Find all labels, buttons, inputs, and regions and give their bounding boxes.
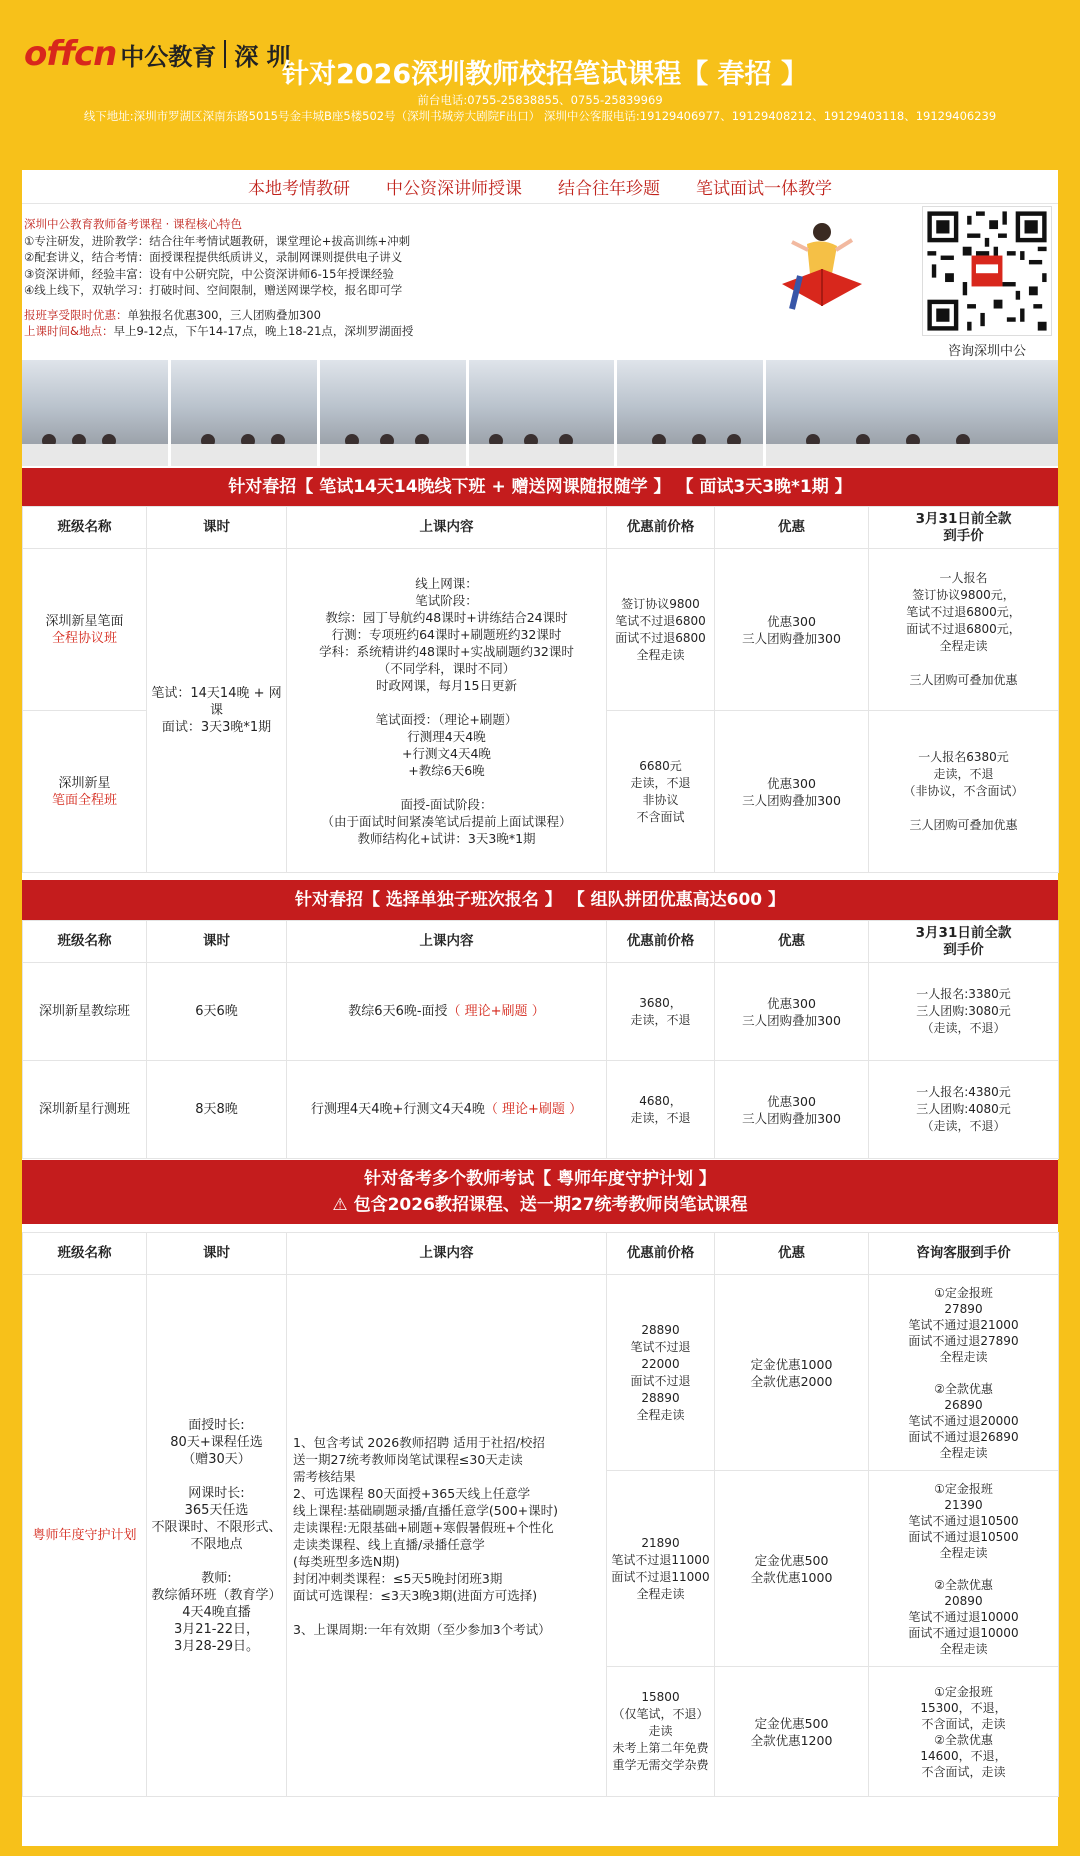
col-header: 3月31日前全款 到手价 [869, 921, 1059, 963]
table-header-row [23, 921, 1059, 963]
intro-item: ①专注研发，进阶教学：结合往年考情试题教研，课堂理论+拔高训练+冲刺 [24, 233, 411, 248]
class-name-red: 全程协议班 [51, 630, 117, 646]
discount-cell: 定金优惠1000 全款优惠2000 [715, 1275, 869, 1471]
class-name-red: 笔面全程班 [51, 792, 117, 808]
classroom-photo [469, 360, 615, 466]
time-label: 上课时间&地点： [24, 324, 114, 338]
address-line: 线下地址:深圳市罗湖区深南东路5015号金丰城B座5楼502号（深圳书城旁大剧院F出口） 深圳中公客服电话:19129406977、19129408212、19129403118、19129406239 [83, 109, 997, 123]
content-highlight: （ 理论+刷题 ） [447, 1004, 545, 1019]
qr-code[interactable] [922, 206, 1052, 336]
classroom-photo-strip [22, 360, 1058, 466]
class-name: 深圳新星 [58, 775, 111, 791]
final-price-cell: ①定金报班 21390 笔试不通过退10500 面试不通过退10500 全程走读 ②全款优惠 20890 笔试不通过退10000 面试不通过退10000 全程走读 [869, 1471, 1059, 1667]
final-price-cell: 一人报名:3380元 三人团购:3080元 （走读，不退） [869, 963, 1059, 1061]
col-header: 班级名称 [23, 921, 147, 963]
section1-banner: 针对春招【 笔试14天14晚线下班 + 赠送网课随报随学 】 【 面试3天3晚*1期 】 [22, 468, 1058, 506]
intro-item: ②配套讲义，结合考情：面授课程提供纸质讲义，录制网课则提供电子讲义 [24, 250, 403, 264]
discount-cell: 优惠300 三人团购叠加300 [715, 1061, 869, 1159]
section3-banner [22, 1160, 1058, 1224]
qr-code-icon [923, 207, 1051, 335]
final-price-cell: 一人报名6380元 走读，不退 （非协议，不含面试） 三人团购可叠加优惠 [869, 711, 1059, 873]
section3-banner-line1: 针对备考多个教师考试【 粤师年度守护计划 】 [364, 1169, 716, 1189]
price-cell: 签订协议9800 笔试不过退6800 面试不过退6800 全程走读 [607, 549, 715, 711]
table-row [23, 1275, 1059, 1471]
course-intro [24, 216, 744, 340]
class-name-cell [23, 711, 147, 873]
price-cell: 6680元 走读，不退 非协议 不含面试 [607, 711, 715, 873]
col-header: 优惠 [715, 921, 869, 963]
table-header-row [23, 1233, 1059, 1275]
price-cell: 15800 （仅笔试，不退） 走读 未考上第二年免费 重学无需交学杂费 [607, 1667, 715, 1797]
content-cell [287, 1061, 607, 1159]
section3-table [22, 1232, 1059, 1797]
price-cell: 4680， 走读，不退 [607, 1061, 715, 1159]
col-header: 优惠 [715, 1233, 869, 1275]
discount-cell: 定金优惠500 全款优惠1200 [715, 1667, 869, 1797]
classroom-photo [320, 360, 466, 466]
col-header: 上课内容 [287, 507, 607, 549]
class-name: 深圳新星行测班 [23, 1061, 147, 1159]
reading-girl-illustration [752, 214, 882, 314]
intro-item: ④线上线下，双轨学习：打破时间、空间限制，赠送网课学校，报名即可学 [24, 283, 403, 297]
logo-city: 深 圳 [234, 42, 291, 71]
table-row [23, 549, 1059, 711]
offcn-logo[interactable] [24, 34, 291, 74]
col-header: 上课内容 [287, 1233, 607, 1275]
classroom-photo [22, 360, 168, 466]
col-header: 优惠 [715, 507, 869, 549]
discount-cell: 优惠300 三人团购叠加300 [715, 549, 869, 711]
class-name-cell [23, 549, 147, 711]
offer-text: 单独报名优惠300，三人团购叠加300 [127, 307, 321, 322]
offer-label: 报班享受限时优惠： [24, 307, 128, 322]
class-name: 深圳新星笔面 [45, 613, 124, 629]
logo-brand: 中公教育 [120, 42, 217, 71]
classroom-photo [171, 360, 317, 466]
col-header: 课时 [147, 1233, 287, 1275]
table-header-row [23, 507, 1059, 549]
content-text: 教综6天6晚-面授 [348, 1004, 448, 1019]
feature-item: 本地考情教研 [248, 179, 350, 199]
classroom-photo [766, 360, 1058, 466]
hours-cell: 笔试：14天14晚 + 网课 面试：3天3晚*1期 [147, 549, 287, 873]
discount-cell: 优惠300 三人团购叠加300 [715, 963, 869, 1061]
col-header: 优惠前价格 [607, 1233, 715, 1275]
content-cell [287, 963, 607, 1061]
content-text: 行测理4天4晚+行测文4天4晚 [310, 1102, 485, 1117]
col-header: 优惠前价格 [607, 507, 715, 549]
price-cell: 21890 笔试不过退11000 面试不过退11000 全程走读 [607, 1471, 715, 1667]
feature-item: 笔试面试一体教学 [696, 179, 832, 199]
col-header: 上课内容 [287, 921, 607, 963]
logo-divider [224, 40, 226, 68]
content-panel [22, 170, 1058, 1846]
content-highlight: （ 理论+刷题 ） [484, 1102, 583, 1117]
col-header: 课时 [147, 921, 287, 963]
col-header: 3月31日前全款 到手价 [869, 507, 1059, 549]
qr-caption: 咨询深圳中公 [947, 344, 1026, 359]
class-name: 深圳新星教综班 [23, 963, 147, 1061]
table-row [23, 1061, 1059, 1159]
discount-cell: 定金优惠500 全款优惠1000 [715, 1471, 869, 1667]
page-title: 针对2026深圳教师校招笔试课程【 春招 】 [282, 59, 808, 90]
col-header: 班级名称 [23, 1233, 147, 1275]
content-cell: 1、包含考试 2026教师招聘 适用于社招/校招 送一期27统考教师岗笔试课程≤30天走读 需考核结果 2、可选课程 80天面授+365天线上任意学 线上课程:基础刷题录播/直播任意学(500+课时) 走读课程:无限基础+刷题+寒假暑假班+个性化 走读类课程、线上直播/录播任意学 (每类班型多选N期) 封闭冲刺类课程：≤5天5晚封闭班3期 面试可选课程：≤3天3晚3期(进面方可选择) 3、上课周期:一年有效期（至少参加3个考试） [287, 1275, 607, 1797]
hours-cell: 面授时长: 80天+课程任选 （赠30天） 网课时长: 365天任选 不限课时、不限形式、 不限地点 教师: 教综循环班（教育学） 4天4晚直播 3月21-22日， 3月28-29日。 [147, 1275, 287, 1797]
feature-item: 结合往年珍题 [558, 179, 660, 199]
discount-cell: 优惠300 三人团购叠加300 [715, 711, 869, 873]
intro-heading: 深圳中公教育教师备考课程 · 课程核心特色 [24, 217, 242, 231]
price-cell: 3680， 走读，不退 [607, 963, 715, 1061]
header [0, 0, 1080, 170]
phone-line: 前台电话:0755-25838855、0755-25839969 [417, 93, 663, 107]
feature-item: 中公资深讲师授课 [386, 179, 522, 199]
table-row [23, 963, 1059, 1061]
logo-mark: offcn [24, 34, 117, 74]
intro-item: ③资深讲师，经验丰富：设有中公研究院，中公资深讲师6-15年授课经验 [24, 266, 394, 281]
feature-row [22, 170, 1058, 204]
hours-cell: 6天6晚 [147, 963, 287, 1061]
final-price-cell: ①定金报班 15300，不退， 不含面试，走读 ②全款优惠 14600，不退， 不含面试，走读 [869, 1667, 1059, 1797]
final-price-cell: 一人报名:4380元 三人团购:4080元 （走读，不退） [869, 1061, 1059, 1159]
final-price-cell: 一人报名 签订协议9800元， 笔试不过退6800元， 面试不过退6800元， 全程走读 三人团购可叠加优惠 [869, 549, 1059, 711]
section3-banner-line2: ⚠ 包含2026教招课程、送一期27统考教师岗笔试课程 [332, 1195, 748, 1215]
section2-banner: 针对春招【 选择单独子班次报名 】 【 组队拼团优惠高达600 】 [22, 880, 1058, 920]
classroom-photo [617, 360, 763, 466]
time-text: 早上9-12点，下午14-17点，晚上18-21点，深圳罗湖面授 [113, 324, 414, 338]
col-header: 班级名称 [23, 507, 147, 549]
section2-table [22, 920, 1059, 1159]
final-price-cell: ①定金报班 27890 笔试不通过退21000 面试不通过退27890 全程走读 ②全款优惠 26890 笔试不通过退20000 面试不通过退26890 全程走读 [869, 1275, 1059, 1471]
hours-cell: 8天8晚 [147, 1061, 287, 1159]
section1-table [22, 506, 1059, 873]
content-cell: 线上网课： 笔试阶段： 教综：园丁导航约48课时+讲练结合24课时 行测：专项班约64课时+刷题班约32课时 学科：系统精讲约48课时+实战刷题约32课时 （不同学科，课时不同） 时政网课，每月15日更新 笔试面授：（理论+刷题） 行测理4天4晚 +行测文4天4晚 +教综6天6晚 面授-面试阶段： （由于面试时间紧凑笔试后提前上面试课程） 教师结构化+试讲：3天3晚*1期 [287, 549, 607, 873]
col-header: 课时 [147, 507, 287, 549]
plan-name: 粤师年度守护计划 [23, 1275, 147, 1797]
price-cell: 28890 笔试不过退 22000 面试不过退 28890 全程走读 [607, 1275, 715, 1471]
col-header: 咨询客服到手价 [869, 1233, 1059, 1275]
col-header: 优惠前价格 [607, 921, 715, 963]
